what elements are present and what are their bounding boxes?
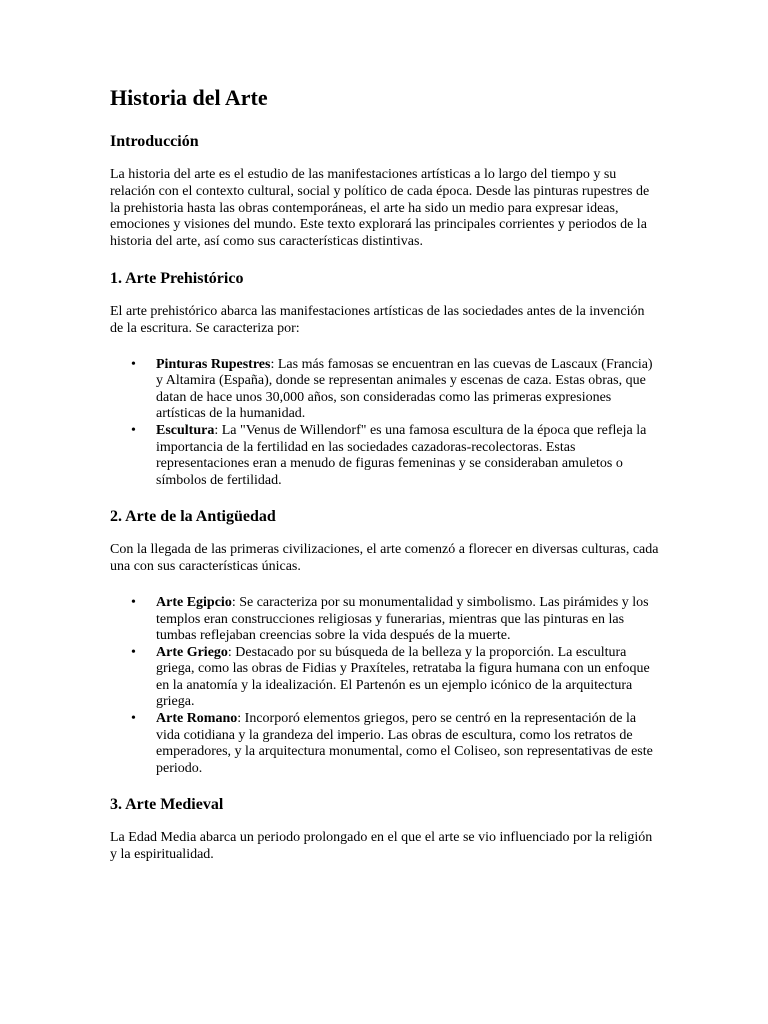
list-item-text: : Incorporó elementos griegos, pero se centró en la representación de la vida cotidiana y la grandeza del imperio. Las obras de escultura, como los retratos de emperadores, y la arquitectura monumental, como el Coliseo, son representativas de este periodo. (156, 711, 653, 776)
section-paragraph-antiquity: Con la llegada de las primeras civilizaciones, el arte comenzó a florecer en diversas culturas, cada una con sus características únicas. (110, 542, 659, 575)
bullet-list-antiquity (110, 595, 660, 778)
list-item-term: Arte Egipcio (156, 594, 232, 610)
list-item (110, 595, 660, 645)
bullet-icon: • (131, 594, 136, 610)
bullet-icon: • (131, 356, 136, 372)
list-item (110, 645, 660, 711)
section-paragraph-medieval: La Edad Media abarca un periodo prolongado en el que el arte se vio influenciado por la religión y la espiritualidad. (110, 830, 653, 863)
intro-paragraph: La historia del arte es el estudio de las manifestaciones artísticas a lo largo del tiempo y su relación con el contexto cultural, social y político de cada época. Desde las pinturas rupestres de la prehistoria hasta las obras contemporáneas, el arte ha sido un medio para expresar ideas, emociones y visiones del mundo. Este texto explorará las principales corrientes y periodos de la historia del arte, así como sus características distintivas. (110, 167, 650, 250)
list-item-text: : Destacado por su búsqueda de la belleza y la proporción. La escultura griega, como las obras de Fidias y Praxíteles, retrataba la figura humana con un enfoque en la anatomía y la idealización. El Partenón es un ejemplo icónico de la arquitectura griega. (156, 644, 650, 710)
section-paragraph-prehistoric: El arte prehistórico abarca las manifestaciones artísticas de las sociedades antes de la invención de la escritura. Se caracteriza por: (110, 303, 645, 336)
list-item-term: Arte Griego (156, 644, 228, 660)
bullet-icon: • (131, 422, 136, 438)
list-item-term: Escultura (156, 422, 215, 438)
list-item-text: : Las más famosas se encuentran en las cuevas de Lascaux (Francia) y Altamira (España), donde se representan animales y escenas de caza. Estas obras, que datan de hace unos 30,000 años, son consideradas como las primeras expresiones artísticas de la humanidad. (156, 356, 653, 422)
bullet-icon: • (131, 711, 136, 727)
intro-heading: Introducción (110, 133, 199, 150)
bullet-icon: • (131, 644, 136, 660)
list-item-term: Pinturas Rupestres (156, 356, 271, 372)
list-item-term: Arte Romano (156, 711, 238, 727)
bullet-list-prehistoric (110, 357, 660, 490)
section-heading-antiquity: 2. Arte de la Antigüedad (110, 508, 276, 526)
list-item (110, 711, 660, 777)
list-item (110, 357, 660, 423)
list-item-text: : La "Venus de Willendorf" es una famosa escultura de la época que refleja la importancia de la fertilidad en las sociedades cazadoras-recolectoras. Estas representaciones eran a menudo de figuras femeninas y se consideraban amuletos o símbolos de fertilidad. (156, 422, 647, 488)
section-heading-medieval: 3. Arte Medieval (110, 796, 224, 814)
section-heading-prehistoric: 1. Arte Prehistórico (110, 269, 244, 287)
list-item-text: : Se caracteriza por su monumentalidad y simbolismo. Las pirámides y los templos eran construcciones religiosas y funerarias, mientras que las pinturas en las tumbas reflejaban creencias sobre la vida después de la muerte. (156, 594, 649, 644)
page-title: Historia del Arte (110, 85, 268, 110)
list-item (110, 423, 660, 489)
